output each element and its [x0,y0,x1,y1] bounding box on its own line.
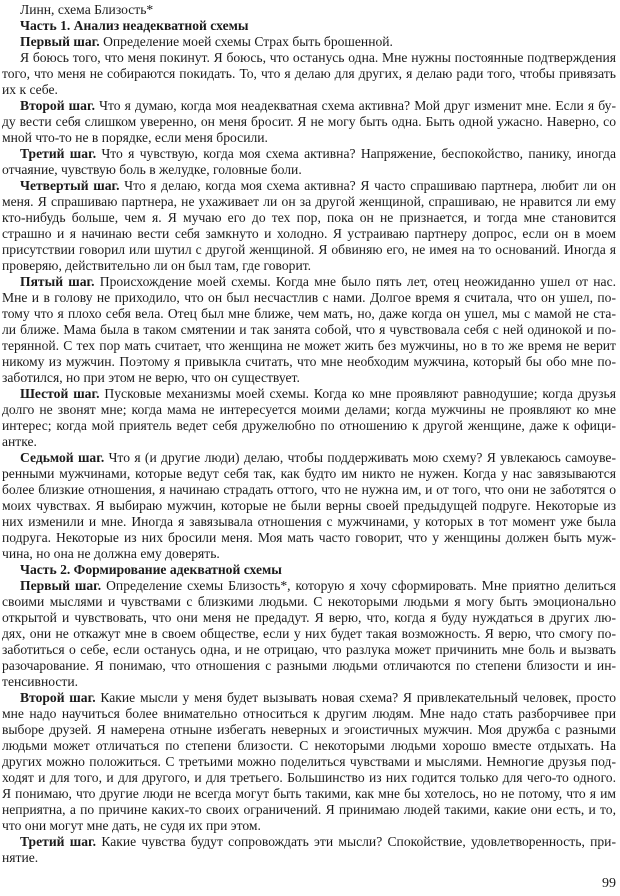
bold-lead: Пятый шаг. [20,274,95,289]
line-text: своими мыслями и чувствами с близкими людьми. С некоторыми людьми я могу быть эмоционально [2,594,616,609]
text-line [2,722,616,738]
line-text: дях, они не откажут мне в своем обществе, если у них будет такая возможность. Я верю, что смогу по- [2,626,616,641]
text-line [2,738,616,754]
line-text: Что я чувствую, когда моя схема активна? Напряжение, беспокойство, панику, иногда [96,146,616,161]
text-line [2,50,616,66]
line-text: ходят и для того, и для другого, и для третьего. Большинство из них годится только для чего-то одного. [2,770,616,785]
paragraph [2,178,616,274]
line-text: заботился, но при этом не верю, что он существует. [2,370,300,385]
line-text: Происхождение моей схемы. Когда мне было пять лет, отец неожиданно ушел от нас. [94,274,616,289]
line-text: тому что я плохо себя вела. Отец был мне ближе, чем мать, но, даже когда он ушел, мы с мамой не ста- [2,306,616,321]
line-text: Какие мысли у меня будет вызывать новая схема? Я привлекательный человек, просто [95,690,616,705]
text-line [2,434,616,450]
line-text: интерес; когда мой приятель ведет себя дружелюбно по отношению к другой женщине, даже к офици- [2,418,616,433]
bold-lead: Седьмой шаг. [20,450,105,465]
bold-lead: Первый шаг. [20,34,100,49]
line-text: Что я думаю, когда моя неадекватная схема активна? Мой друг изменит мне. Если я бу- [95,98,616,113]
text-line [2,578,616,594]
section-heading [2,562,616,578]
bold-lead: Третий шаг. [20,834,97,849]
text-line [2,82,616,98]
bold-lead: Часть 1. Анализ неадекватной схемы [20,18,249,33]
text-line [2,18,616,34]
text-line [2,210,616,226]
paragraph [2,274,616,386]
line-text: разочарование. Я понимаю, что отношения с разными людьми отличаются по степени близости и ин- [2,658,616,673]
paragraph [2,50,616,98]
text-line [2,802,616,818]
bold-lead: Четвертый шаг. [20,178,120,193]
line-text: них изменили и мне. Иногда я завязывала отношения с мужчинами, у которых в тот момент уже была [2,514,616,529]
section-heading [2,18,616,34]
line-text: Определение схемы Близость*, которую я хочу сформировать. Мне приятно делиться [101,578,616,593]
bold-lead: Второй шаг. [20,690,96,705]
text-line [2,706,616,722]
line-text: тенсивности. [2,674,79,689]
line-text: мне надо научиться более внимательно относиться к другим людям. Мне надо стать разборчивее при [2,706,616,721]
text-line [2,450,616,466]
text-line [2,98,616,114]
text-line [2,242,616,258]
bold-lead: Первый шаг. [20,578,102,593]
paragraph [2,386,616,450]
text-line [2,594,616,610]
line-text: кто-нибудь больше, чем я. Я мучаю его до тех пор, пока он не признается, и тогда мне становится [2,210,616,225]
line-text: их к себе. [2,82,58,97]
paragraph [2,146,616,178]
line-text: ду вести себя слишком уверенно, он меня бросит. Я не могу быть одна. Быть одной ужасно. Наверно, со [2,114,616,129]
page-number: 99 [602,876,616,891]
line-text: чина, но она не должна ему доверять. [2,546,220,561]
paragraph [2,834,616,866]
line-text: долго не звонят мне; когда мама не интересуется моими делами; когда мужчины не проявляют ко мне [2,402,616,417]
line-text: подруга. Некоторые из них бросили меня. Моя мать часто говорит, что у женщины должен быть муж- [2,530,616,545]
bold-lead: Шестой шаг. [20,386,100,401]
paragraph [2,450,616,562]
line-text: неприятна, а по причине каких-то своих ограничений. Я принимаю людей такими, какие они есть, и то, [2,802,616,817]
paragraph [2,578,616,690]
paragraph [2,98,616,146]
paragraph [2,34,616,50]
text-line [2,562,616,578]
line-text: других можно положиться. С третьими можно поделиться чувствами и мыслями. Немногие друзья под- [2,754,616,769]
text-line [2,546,616,562]
text-line [2,370,616,386]
text-line [2,418,616,434]
text-line [2,642,616,658]
text-line [2,610,616,626]
text-line [2,306,616,322]
line-text: отчаяние, чувствую боль в желудке, головные боли. [2,162,302,177]
line-text: Мне и в голову не приходило, что он был несчастлив с нами. Долгое время я считала, что он ушел, по- [2,290,616,305]
text-line [2,834,616,850]
text-line [2,322,616,338]
line-text: нятие. [2,850,39,865]
text-line [2,194,616,210]
text-line [2,754,616,770]
text-line [2,402,616,418]
text-line [2,658,616,674]
text-line [2,786,616,802]
text-line [2,226,616,242]
line-text: Я понимаю, что другие люди не всегда могут быть такими, как мне бы хотелось, но не потому, что я им [2,786,616,801]
text-line [2,530,616,546]
text-line [2,130,616,146]
line-text: людьми может отличаться по степени близости. С некоторыми людьми хорошо вместе отдыхать. На [2,738,616,753]
line-text: мной что-то не в порядке, если меня бросили. [2,130,268,145]
text-line [2,850,616,866]
text-line [2,178,616,194]
text-line [2,466,616,482]
line-text: меня. Я спрашиваю партнера, не ухаживает ли он за другой женщиной, спрашиваю, не нравится ли ему [2,194,616,209]
line-text: Что я (и другие люди) делаю, чтобы поддерживать мою схему? Я увлекаюсь самоуве- [104,450,616,465]
text-line [2,338,616,354]
text-line [2,626,616,642]
text-line [2,146,616,162]
bold-lead: Часть 2. Формирование адекватной схемы [20,562,282,577]
line-text: выборе друзей. Я намерена отныне избегать неверных и эгоистичных мужчин. Моя дружба с разными [2,722,616,737]
text-line [2,674,616,690]
text-line [2,354,616,370]
line-text: заботиться о себе, если останусь одна, и не отрицаю, что разлука может причинить мне боль и вызвать [2,642,616,657]
text-line [2,34,616,50]
text-line [2,498,616,514]
line-text: Что я делаю, когда моя схема активна? Я часто спрашиваю партнера, любит ли он [119,178,616,193]
line-text: Линн, схема Близость* [20,2,154,17]
text-line [2,818,616,834]
bold-lead: Второй шаг. [20,98,95,113]
line-text: антке. [2,434,37,449]
paragraph [2,690,616,834]
text-line [2,514,616,530]
text-line [2,690,616,706]
line-text: Определение моей схемы Страх быть брошенной. [99,34,393,49]
line-text: присутствии говорил или шутил с другой женщиной. Я обвиняю его, не имея на то оснований. Иногда я [2,242,616,257]
text-line [2,114,616,130]
text-line [2,482,616,498]
line-text: Я боюсь того, что меня покинут. Я боюсь, что останусь одна. Мне нужны постоянные подтверждения [20,50,616,65]
line-text: страшно и я начинаю вести себя замкнуто и холодно. Я устраиваю партнеру допрос, если он в моем [2,226,616,241]
line-text: Какие чувства будут сопровождать эти мысли? Спокойствие, удовлетворенность, при- [96,834,616,849]
text-line [2,2,616,18]
line-text: Пусковые механизмы моей схемы. Когда ко мне проявляют равнодушие; когда друзья [99,386,616,401]
text-line [2,162,616,178]
line-text: того, что меня не собираются покидать. То, что я делаю для других, я делаю ради того, чтобы привязать [2,66,616,81]
line-text: что они могут мне дать, не судя их при этом. [2,818,261,833]
text-line [2,386,616,402]
line-text: более близкие отношения, я начинаю страдать оттого, что не нужна им, и от того, что они не заботятся о [2,482,616,497]
line-text: ли ближе. Мама была в таком смятении и так занята собой, что я чувствовала себя с ней одинокой и по- [2,322,616,337]
line-text: никому из мужчин. Поэтому я привыкла считать, что мне необходим мужчина, который бы обо мне по- [2,354,616,369]
line-text: ренными мужчинами, которые ведут себя так, как будто им никто не нужен. Когда у нас завязываются [2,466,616,481]
paragraph [2,2,616,18]
text-line [2,290,616,306]
line-text: открытой и чувствовать, что они меня не предадут. Я верю, что, когда я буду нуждаться в других лю- [2,610,616,625]
text-line [2,258,616,274]
text-line [2,274,616,290]
line-text: терянной. С тех пор мать считает, что женщина не может жить без мужчины, но в то же время не верит [2,338,616,353]
bold-lead: Третий шаг. [20,146,97,161]
document-body [2,2,616,866]
line-text: моих чувствах. Я выбираю мужчин, которые не были верны своей предыдущей подруге. Некоторые из [2,498,616,513]
text-line [2,770,616,786]
text-line [2,66,616,82]
line-text: проверяю, действительно ли он был там, где говорит. [2,258,312,273]
